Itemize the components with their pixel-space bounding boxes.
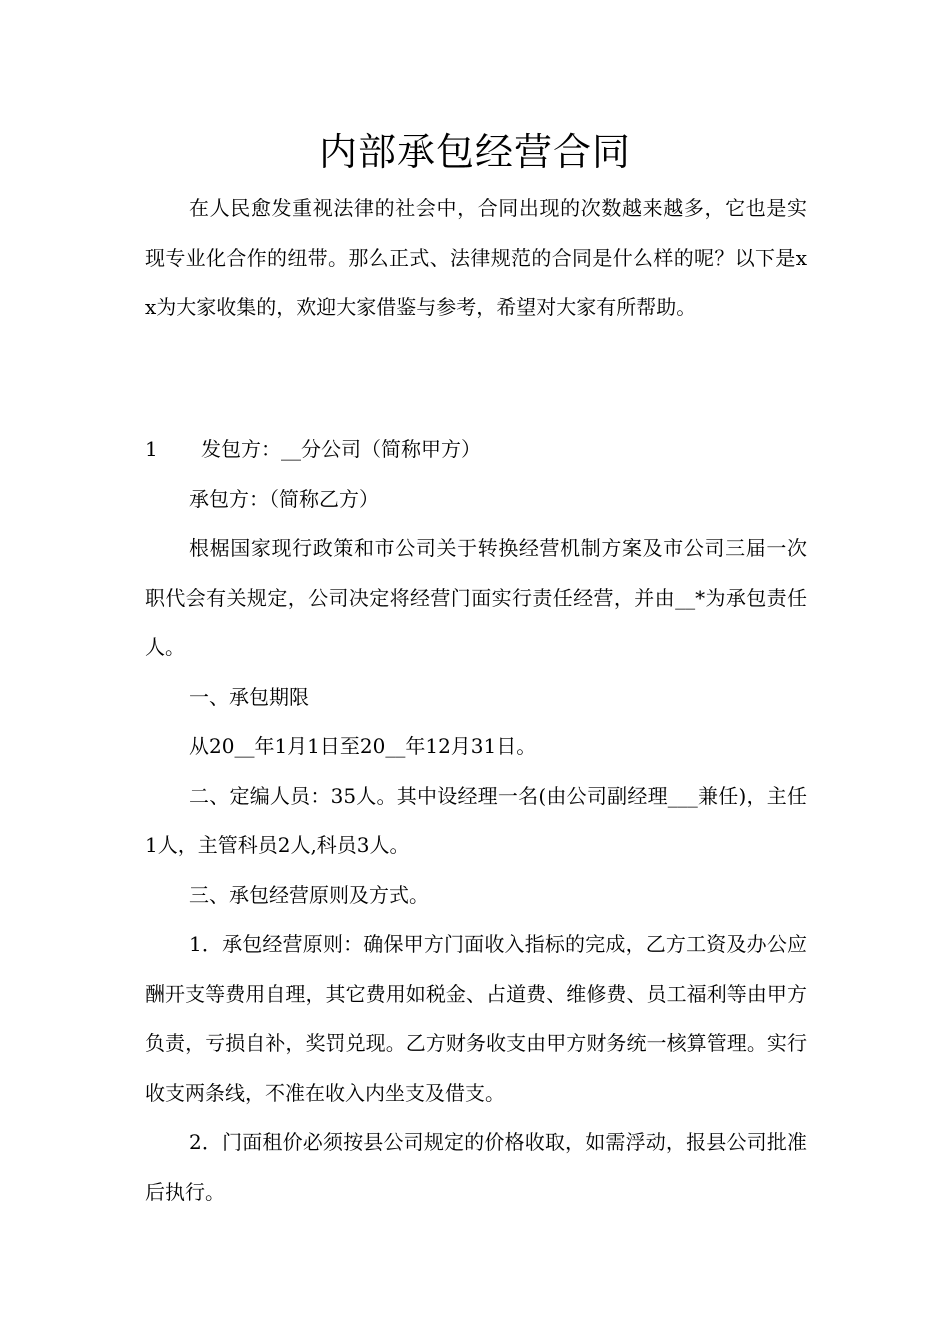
- intro-paragraph: 在人民愈发重视法律的社会中，合同出现的次数越来越多，它也是实现专业化合作的纽带。那么正式、法律规范的合同是什么样的呢？以下是xx为大家收集的，欢迎大家借鉴与参考，希望对大家有所帮助。: [145, 196, 807, 319]
- heading-contract-period: 一、承包期限: [189, 684, 309, 709]
- party-a-text: 发包方：__分公司（简称甲方）: [201, 437, 481, 461]
- contract-body: [145, 425, 807, 1217]
- intro-block: [145, 184, 807, 333]
- principle-2-paragraph: 2．门面租价必须按县公司规定的价格收取，如需浮动，报县公司批准后执行。: [145, 1130, 807, 1204]
- party-a-line: [145, 425, 807, 475]
- staffing-paragraph: 二、定编人员：35人。其中设经理一名(由公司副经理___兼任)，主任1人，主管科员2人,科员3人。: [145, 783, 807, 857]
- principle-1-paragraph: 1．承包经营原则：确保甲方门面收入指标的完成，乙方工资及办公应酬开支等费用自理，其它费用如税金、占道费、维修费、员工福利等由甲方负责，亏损自补，奖罚兑现。乙方财务收支由甲方财务统一核算管理。实行收支两条线，不准在收入内坐支及借支。: [145, 932, 807, 1105]
- party-b-line: 承包方：（简称乙方）: [189, 486, 379, 511]
- document-title: 内部承包经营合同: [318, 130, 631, 174]
- basis-paragraph: 根椐国家现行政策和市公司关于转换经营机制方案及市公司三届一次职代会有关规定，公司决定将经营门面实行责任经营，并由__*为承包责任人。: [145, 536, 807, 659]
- period-paragraph: 从20__年1月1日至20__年12月31日。: [189, 734, 537, 758]
- heading-principles: 三、承包经营原则及方式。: [189, 882, 429, 907]
- section-number: 1: [145, 437, 158, 461]
